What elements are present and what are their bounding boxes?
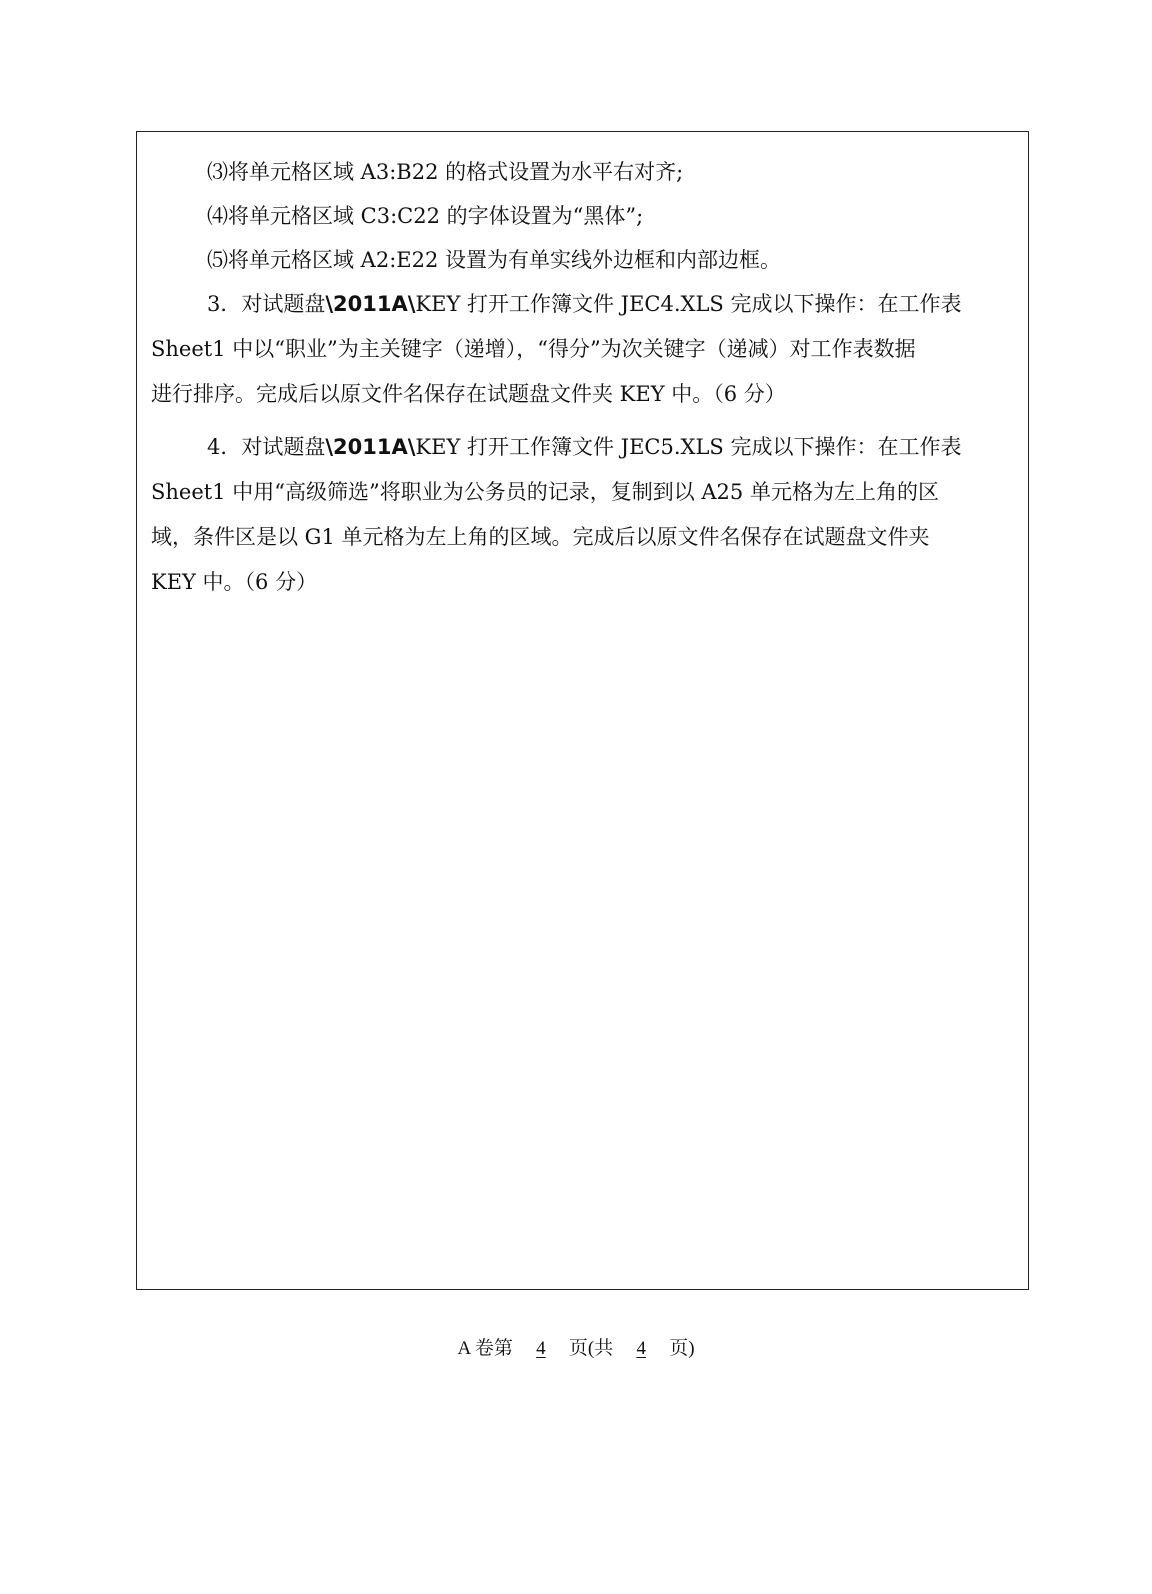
question-3-path: \2011A\ [325, 292, 416, 316]
question-4-line-1 [151, 425, 1017, 470]
question-4-path: \2011A\ [325, 435, 416, 459]
question-3-line-3: 进行排序。完成后以原文件名保存在试题盘文件夹 KEY 中。（6 分） [151, 382, 786, 406]
item-3: ⑶将单元格区域 A3:B22 的格式设置为水平右对齐; [207, 160, 684, 184]
item-4: ⑷将单元格区域 C3:C22 的字体设置为“黑体”; [207, 204, 644, 228]
footer-total-pages: 4 [636, 1338, 646, 1359]
question-4-line-2: Sheet1 中用“高级筛选”将职业为公务员的记录，复制到以 A25 单元格为左上角的区 [151, 480, 939, 504]
footer-suffix: 页) [669, 1338, 695, 1359]
footer-prefix: A 卷第 [457, 1338, 513, 1359]
question-3-line-2: Sheet1 中以“职业”为主关键字（递增），“得分”为次关键字（递减）对工作表数据 [151, 337, 916, 361]
question-3-line-1-rest: KEY 打开工作簿文件 JEC4.XLS 完成以下操作：在工作表 [415, 292, 962, 316]
frame-content [151, 150, 1017, 605]
question-4-line-1-rest: KEY 打开工作簿文件 JEC5.XLS 完成以下操作：在工作表 [415, 435, 962, 459]
question-4-line-3: 域，条件区是以 G1 单元格为左上角的区域。完成后以原文件名保存在试题盘文件夹 [151, 525, 930, 549]
page-footer [0, 1333, 1152, 1360]
item-5: ⑸将单元格区域 A2:E22 设置为有单实线外边框和内部边框。 [207, 248, 782, 272]
footer-middle: 页(共 [568, 1338, 614, 1359]
footer-page-number: 4 [536, 1338, 546, 1359]
question-4 [151, 425, 1017, 605]
question-3-number: 3．对试题盘 [207, 292, 326, 316]
question-3 [151, 282, 1017, 417]
answer-frame [136, 131, 1029, 1290]
question-4-line-4: KEY 中。（6 分） [151, 570, 318, 594]
question-3-line-1 [151, 282, 1017, 327]
question-4-number: 4．对试题盘 [207, 435, 326, 459]
